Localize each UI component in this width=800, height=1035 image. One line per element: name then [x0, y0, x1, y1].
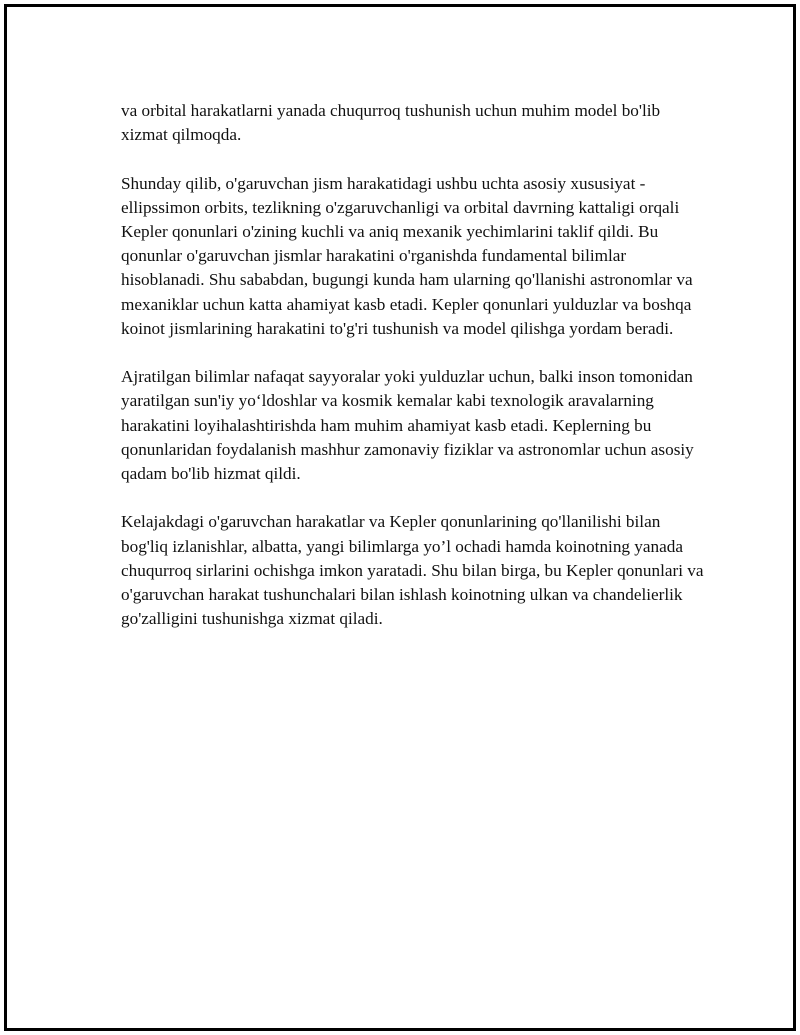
document-body	[121, 99, 711, 656]
paragraph-4: Kelajakdagi o'garuvchan harakatlar va Kepler qonunlarining qo'llanilishi bilan bog'liq izlanishlar, albatta, yangi bilimlarga yo’l ochadi hamda koinotning yanada chuqurroq sirlarini ochishga imkon yaratadi. Shu bilan birga, bu Kepler qonunlari va o'garuvchan harakat tushunchalari bilan ishlash koinotning ulkan va chandelierlik go'zalligini tushunishga xizmat qiladi.	[121, 512, 704, 629]
page-frame	[4, 4, 796, 1031]
paragraph-1: va orbital harakatlarni yanada chuqurroq tushunish uchun muhim model bo'lib xizmat qilmoqda.	[121, 101, 661, 145]
paragraph-2: Shunday qilib, o'garuvchan jism harakatidagi ushbu uchta asosiy xususiyat - ellipssimon orbits, tezlikning o'zgaruvchanligi va orbital davrning kattaligi orqali Kepler qonunlari o'zining kuchli va aniq mexanik yechimlarini taklif qildi. Bu qonunlar o'garuvchan jismlar harakatini o'rganishda fundamental bilimlar hisoblanadi. Shu sababdan, bugungi kunda ham ularning qo'llanishi astronomlar va mexaniklar uchun katta ahamiyat kasb etadi. Kepler qonunlari yulduzlar va boshqa koinot jismlarining harakatini to'g'ri tushunish va model qilishga yordam beradi.	[121, 173, 693, 338]
paragraph-3: Ajratilgan bilimlar nafaqat sayyoralar yoki yulduzlar uchun, balki inson tomonidan yaratilgan sun'iy yo‘ldoshlar va kosmik kemalar kabi texnologik aravalarning harakatini loyihalashtirishda ham muhim ahamiyat kasb etadi. Keplerning bu qonunlaridan foydalanish mashhur zamonaviy fiziklar va astronomlar uchun asosiy qadam bo'lib hizmat qildi.	[121, 367, 694, 484]
